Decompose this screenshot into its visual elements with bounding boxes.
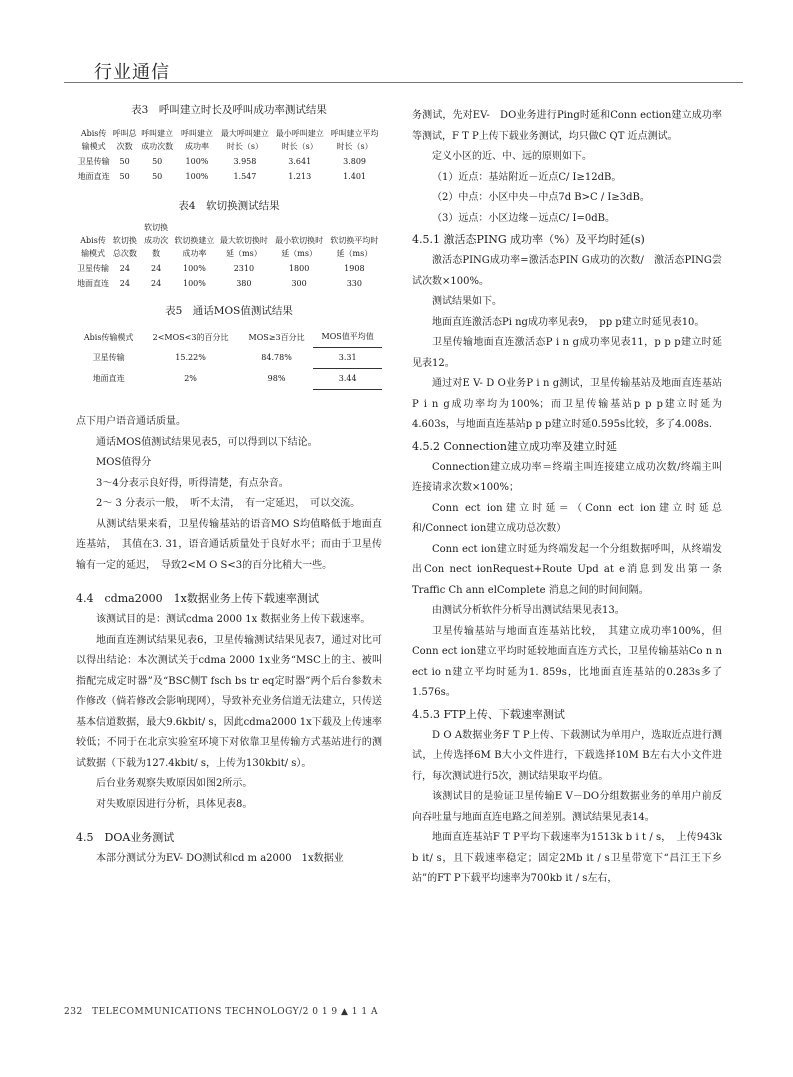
- body-paragraph: 地面直连激活态Pi ng成功率见表9， pp p建立时延见表10。: [432, 316, 705, 328]
- table-cell: 15.22%: [175, 353, 206, 362]
- table4-header: 软切换成功次数: [144, 223, 169, 258]
- body-paragraph: 2～ 3 分表示一般， 听不太清， 有一定延迟， 可以交流。: [96, 498, 361, 509]
- body-paragraph: 对失败原因进行分析，具体见表8。: [96, 798, 253, 810]
- body-paragraph: 该测试目的是验证卫星传输E V－DO分组数据业务的单用户前反向吞吐量与地面直连电路之间差别。测试结果见表14。: [412, 791, 722, 823]
- body-paragraph: 本部分测试分为EV- DO测试和cd m a2000 1x数据业: [96, 853, 344, 864]
- table3-header: 最大呼叫建立时长（s）: [220, 129, 269, 151]
- table3-header: 呼叫建立成功次数: [141, 129, 174, 151]
- table5-header: MOS值平均值: [321, 332, 374, 341]
- table-cell: 1.213: [288, 172, 312, 181]
- section-heading-4-5: 4.5 DOA业务测试: [76, 831, 175, 844]
- body-paragraph: 定义小区的近、中、远的原则如下。: [432, 151, 592, 162]
- table-cell: 3.809: [343, 157, 367, 166]
- table4-caption: 表4 软切换测试结果: [178, 200, 280, 212]
- table3-header: 呼叫总次数: [112, 129, 137, 151]
- section-heading-4-5-1: 4.5.1 激活态PING 成功率（%）及平均时延(s): [412, 233, 645, 246]
- table-cell: 330: [346, 279, 362, 288]
- table-cell: 3.641: [288, 157, 312, 166]
- table-row: [76, 169, 382, 184]
- body-paragraph: 激活态PING成功率=激活态PIN G成功的次数/ 激活态PING尝试次数×100%。: [412, 255, 722, 287]
- body-paragraph: Connection建立成功率＝终端主叫连接建立成功次数/终端主叫连接请求次数×100%；: [412, 461, 722, 493]
- body-paragraph: 测试结果如下。: [432, 296, 502, 307]
- table-cell: 100%: [185, 172, 209, 181]
- table-cell: 卫星传输: [77, 264, 110, 273]
- table-cell: 100%: [183, 264, 206, 273]
- list-item: （2）中点：小区中央－中点7d B>C / I≥3dB。: [432, 192, 650, 203]
- table-cell: 24: [151, 264, 162, 273]
- table5-header: 2<MOS<3的百分比: [152, 332, 229, 342]
- table-row: [76, 369, 382, 390]
- body-paragraph: 卫星传输地面直连激活态P i n g成功率见表11，p p p建立时延见表12。: [412, 337, 722, 369]
- table4-header: 软切换总次数: [112, 236, 137, 258]
- body-paragraph: 地面直连测试结果见表6，卫星传输测试结果见表7，通过对比可以得出结论：本次测试关于cdma 2000 1x业务“MSC上的主、被叫指配完成定时器”及“BSC侧T fsch bs tr eq定时器”两个后台参数未作修改（倘若修改会影响现网），导致补充业务信道无法建立，只传送基本信道数据，最大9.6kbit/ s，因此cdma2000 1x下载及上传速率较低；不同于在北京实验室环境下对依靠卫星传输方式基站进行的测试数据（下载为127.4kbit/ s，上传为130kbit/ s）。: [76, 634, 382, 769]
- table-row: [76, 276, 382, 291]
- table4-header: 软切换平均时延（ms）: [330, 236, 379, 258]
- table5: [76, 327, 382, 390]
- table5-caption: 表5 通话MOS值测试结果: [165, 305, 293, 317]
- table-cell: 地面直连: [77, 279, 110, 288]
- table3-header: 呼叫建立成功率: [180, 129, 213, 151]
- table5-header: MOS≥3百分比: [248, 332, 305, 342]
- left-column: [76, 100, 382, 870]
- table-cell: 3.44: [313, 369, 382, 390]
- table3-caption: 表3 呼叫建立时长及呼叫成功率测试结果: [131, 104, 327, 116]
- table-cell: 3.31: [313, 348, 382, 369]
- body-paragraph: 由测试分析软件分析导出测试结果见表13。: [432, 605, 625, 616]
- body-paragraph: MOS值得分: [96, 457, 152, 468]
- section-heading-4-5-2: 4.5.2 Connection建立成功率及建立时延: [412, 439, 618, 453]
- table3-header: 呼叫建立平均时长（s）: [330, 129, 379, 151]
- table-cell: 1.547: [233, 172, 257, 181]
- table-cell: 1800: [288, 264, 310, 273]
- table4: [76, 220, 382, 291]
- table-cell: 3.958: [233, 157, 257, 166]
- table5-header: Abis传输模式: [83, 332, 134, 342]
- table-cell: 98%: [267, 374, 286, 383]
- body-paragraph: 通过对E V- D O业务P i n g测试，卫星传输基站及地面直连基站P i n g成功率均为100%；而卫星传输基站p p p建立时延为4.603s，与地面直连基站p p p建立时延0.595s比较，多了4.008s.: [412, 378, 722, 430]
- table-cell: 50: [119, 157, 130, 166]
- table-row: [76, 154, 382, 169]
- body-paragraph: 该测试目的是：测试cdma 2000 1x 数据业务上传下载速率。: [96, 614, 371, 625]
- table-cell: 1.401: [343, 172, 367, 181]
- right-column: [412, 106, 722, 890]
- table-cell: 24: [119, 264, 130, 273]
- body-paragraph: 后台业务观察失败原因如图2所示。: [96, 778, 253, 789]
- body-paragraph: Conn ect ion建立时延＝（Conn ect ion建立时延总和/Connect ion建立成功总次数）: [412, 502, 722, 534]
- body-paragraph: Conn ect ion建立时延为终端发起一个分组数据呼叫，从终端发出Con nect ionRequest+Route Upd at e消息到发出第一条Traffic Ch ann elComplete 消息之间的时间间隔。: [412, 543, 722, 596]
- table-cell: 24: [151, 279, 162, 288]
- table-cell: 50: [119, 172, 130, 181]
- table4-header: 最小软切换时延（ms）: [275, 236, 324, 258]
- body-paragraph: D O A数据业务F T P上传、下载测试为单用户，选取近点进行测试，上传选择6M B大小文件进行，下载选择10M B左右大小文件进行，每次测试进行5次，测试结果取平均值。: [412, 729, 722, 782]
- table4-header: 最大软切换时延（ms）: [219, 236, 268, 258]
- table-cell: 24: [119, 279, 130, 288]
- table-row: [76, 261, 382, 276]
- body-paragraph: 通话MOS值测试结果见表5，可以得到以下结论。: [96, 436, 318, 448]
- table4-header: Abis传输模式: [80, 236, 106, 258]
- body-paragraph: 务测试，先对EV- DO业务进行Ping时延和Conn ection建立成功率等测试，F T P上传下载业务测试，均只做C QT 近点测试。: [412, 110, 722, 142]
- running-header-title: 行业通信: [94, 62, 170, 83]
- table-cell: 卫星传输: [77, 157, 110, 166]
- section-heading-4-4: 4.4 cdma2000 1x数据业务上传下载速率测试: [76, 592, 319, 605]
- table-cell: 卫星传输: [92, 353, 125, 362]
- section-heading-4-5-3: 4.5.3 FTP上传、下载速率测试: [412, 707, 565, 721]
- page-footer: 232 TELECOMMUNICATIONS TECHNOLOGY/2 0 1 9 ▲ 1 1 A: [64, 1007, 378, 1017]
- table-cell: 50: [152, 157, 163, 166]
- body-paragraph: 3～4分表示良好得，听得清楚，有点杂音。: [96, 477, 289, 489]
- table-cell: 100%: [183, 279, 206, 288]
- table-cell: 地面直连: [92, 374, 125, 383]
- header-rule: [64, 82, 743, 83]
- body-paragraph: 地面直连基站F T P平均下载速率为1513k b i t / s， 上传943k b it/ s，且下载速率稳定；固定2Mb it / s卫星带宽下“昌江王下乡站”的FT P下载平均速率为700kb it / s左右，: [412, 832, 722, 884]
- table-cell: 50: [152, 172, 163, 181]
- table-cell: 300: [291, 279, 307, 288]
- table-cell: 100%: [185, 157, 209, 166]
- table-cell: 1908: [344, 264, 365, 273]
- body-paragraph: 从测试结果来看，卫星传输基站的语音MO S均值略低于地面直连基站， 其值在3. 31，语音通话质量处于良好水平；而由于卫星传输有一定的延迟， 导致2<M O S<3的百分比稍大一些。: [76, 518, 382, 571]
- list-item: （1）近点：基站附近－近点C/ I≥12dB。: [432, 171, 622, 183]
- table-cell: 84.78%: [261, 353, 292, 362]
- table-row: [76, 348, 382, 369]
- body-paragraph: 点下用户语音通话质量。: [76, 416, 186, 427]
- body-paragraph: 卫星传输基站与地面直连基站比较， 其建立成功率100%，但Conn ect ion建立平均时延较地面直连方式长，卫星传输基站Co n n ect io n建立平均时延为1. 859s，比地面直连基站的0.283s多了1.576s。: [412, 625, 722, 698]
- table-cell: 2310: [233, 264, 255, 273]
- table-cell: 2%: [184, 374, 197, 383]
- list-item: （3）远点：小区边缘－远点C/ I=0dB。: [432, 212, 616, 224]
- table3-header: Abis传输模式: [80, 129, 107, 151]
- table3-header: 最小呼叫建立时长（s）: [275, 129, 324, 151]
- table3: [76, 126, 382, 184]
- table-cell: 地面直连: [77, 172, 110, 181]
- table-cell: 380: [236, 279, 252, 288]
- table4-header: 软切换建立成功率: [174, 236, 215, 258]
